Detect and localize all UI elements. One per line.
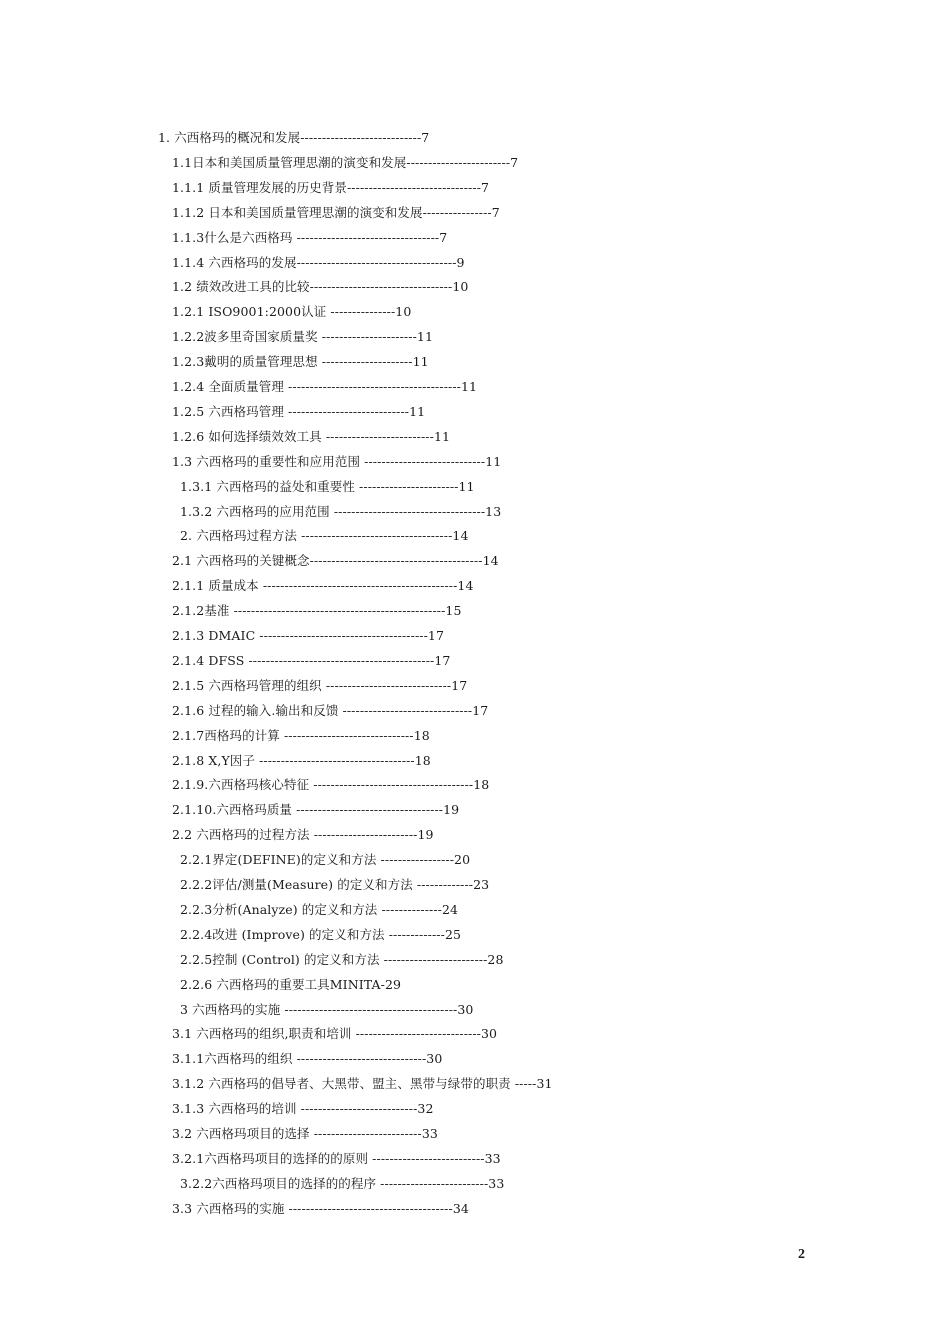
toc-entry: 1.2.4 全面质量管理 ----------------------------------------11 <box>172 379 478 394</box>
toc-entry: 2.2.5控制 (Control) 的定义和方法 ------------------------28 <box>180 952 504 967</box>
toc-entry: 2. 六西格玛过程方法 -----------------------------------14 <box>180 528 469 543</box>
toc-entry: 3.3 六西格玛的实施 --------------------------------------34 <box>172 1201 469 1216</box>
toc-entry: 2.1.6 过程的输入.输出和反馈 ------------------------------17 <box>172 703 489 718</box>
toc-entry: 3 六西格玛的实施 ----------------------------------------30 <box>180 1002 474 1017</box>
toc-entry: 1. 六西格玛的概况和发展----------------------------7 <box>158 130 430 145</box>
toc-entry: 3.2 六西格玛项目的选择 -------------------------33 <box>172 1126 438 1141</box>
toc-entry: 2.2.1界定(DEFINE)的定义和方法 -----------------20 <box>180 852 471 867</box>
page-number: 2 <box>798 1247 805 1262</box>
toc-entry: 2.2.3分析(Analyze) 的定义和方法 --------------24 <box>180 902 459 917</box>
toc-entry: 1.2.1 ISO9001:2000认证 ---------------10 <box>172 304 412 319</box>
toc-entry: 3.1.3 六西格玛的培训 ---------------------------32 <box>172 1101 434 1116</box>
toc-entry: 2.1.10.六西格玛质量 ----------------------------------19 <box>172 802 460 817</box>
toc-entry: 3.1.2 六西格玛的倡导者、大黑带、盟主、黑带与绿带的职责 -----31 <box>172 1076 553 1091</box>
toc-entry: 2.1.8 X,Y因子 ------------------------------------18 <box>172 753 431 768</box>
toc-entry: 1.3.1 六西格玛的益处和重要性 -----------------------11 <box>180 479 475 494</box>
toc-entry: 3.1.1六西格玛的组织 ------------------------------30 <box>172 1051 443 1066</box>
toc-entry: 3.2.2六西格玛项目的选择的的程序 -------------------------33 <box>180 1176 505 1191</box>
toc-entry: 1.2.5 六西格玛管理 ----------------------------11 <box>172 404 426 419</box>
toc-entry: 1.1.2 日本和美国质量管理思潮的演变和发展----------------7 <box>172 205 500 220</box>
toc-entry: 1.1.1 质量管理发展的历史背景-------------------------------7 <box>172 180 490 195</box>
toc-entry: 2.1.4 DFSS -------------------------------------------17 <box>172 653 451 668</box>
toc-entry: 1.2 绩效改进工具的比较---------------------------------10 <box>172 279 469 294</box>
toc-entry: 2.2 六西格玛的过程方法 ------------------------19 <box>172 827 434 842</box>
toc-entry: 1.1.3什么是六西格玛 ---------------------------------7 <box>172 230 448 245</box>
toc-entry: 1.1日本和美国质量管理思潮的演变和发展------------------------7 <box>172 155 519 170</box>
toc-entry: 2.2.4改进 (Improve) 的定义和方法 -------------25 <box>180 927 462 942</box>
toc-entry: 1.1.4 六西格玛的发展-------------------------------------9 <box>172 255 465 270</box>
toc-entry: 1.2.3戴明的质量管理思想 ---------------------11 <box>172 354 429 369</box>
toc-entry: 2.1.7西格玛的计算 ------------------------------18 <box>172 728 430 743</box>
toc-entry: 2.1.9.六西格玛核心特征 -------------------------------------18 <box>172 777 490 792</box>
toc-entry: 3.2.1六西格玛项目的选择的的原则 --------------------------33 <box>172 1151 501 1166</box>
toc-entry: 3.1 六西格玛的组织,职责和培训 -----------------------------30 <box>172 1026 498 1041</box>
toc-entry: 2.2.6 六西格玛的重要工具MINITA-29 <box>180 977 402 992</box>
toc-entry: 2.2.2评估/测量(Measure) 的定义和方法 -------------23 <box>180 877 490 892</box>
toc-entry: 2.1.5 六西格玛管理的组织 -----------------------------17 <box>172 678 468 693</box>
toc-entry: 2.1.2基准 -------------------------------------------------15 <box>172 603 462 618</box>
toc-entry: 2.1.1 质量成本 ---------------------------------------------14 <box>172 578 474 593</box>
toc-entry: 1.3 六西格玛的重要性和应用范围 ----------------------------11 <box>172 454 502 469</box>
toc-entry: 2.1 六西格玛的关键概念----------------------------------------14 <box>172 553 499 568</box>
toc-entry: 1.2.2波多里奇国家质量奖 ----------------------11 <box>172 329 434 344</box>
toc-entry: 1.3.2 六西格玛的应用范围 -----------------------------------13 <box>180 504 502 519</box>
toc-entry: 1.2.6 如何选择绩效效工具 -------------------------11 <box>172 429 451 444</box>
toc-entry: 2.1.3 DMAIC ---------------------------------------17 <box>172 628 445 643</box>
